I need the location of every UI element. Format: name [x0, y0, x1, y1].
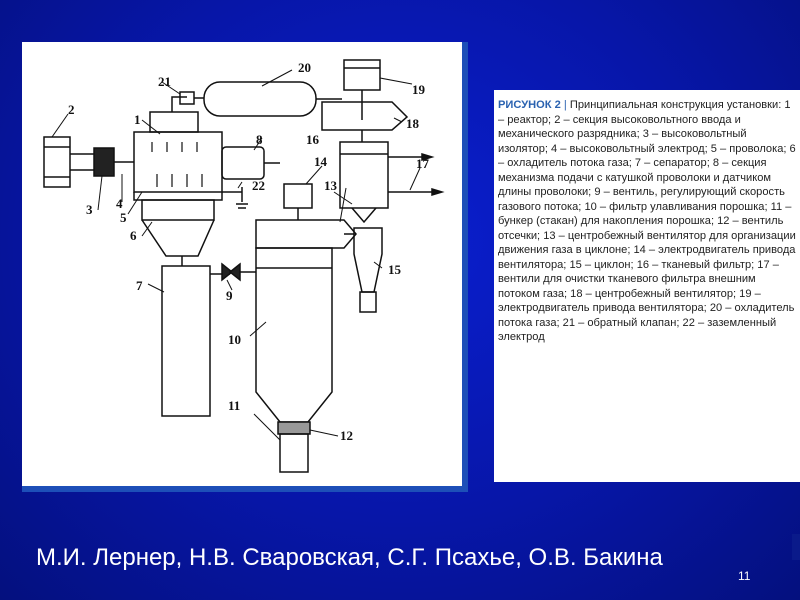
- cyclone: [354, 228, 382, 292]
- hv-input-section: [44, 137, 70, 187]
- label-7: 7: [136, 278, 143, 293]
- fabric-filter: [340, 142, 388, 208]
- label-8: 8: [256, 132, 263, 147]
- label-13: 13: [324, 178, 337, 193]
- cutoff-valve: [278, 422, 310, 434]
- wire-feed-section: [222, 147, 264, 179]
- figure-caption: [494, 90, 800, 482]
- label-5: 5: [120, 210, 127, 225]
- separator: [162, 266, 210, 416]
- panel-bottom-edge: [22, 486, 468, 492]
- fan-18: [322, 102, 407, 130]
- diagram-labels: [68, 60, 430, 443]
- motor-14: [284, 184, 312, 208]
- motor-19: [344, 60, 380, 90]
- label-11: 11: [228, 398, 241, 413]
- panel-right-edge: [462, 42, 468, 492]
- label-10: 10: [228, 332, 241, 347]
- label-22: 22: [252, 178, 265, 193]
- label-12: 12: [340, 428, 353, 443]
- caption-text: Принципиальная конструкция установки: 1 – реактор; 2 – секция высоковольтного ввода и механического разрядника; 3 – высоковольтный изолятор; 4 – высоковольтный электрод; 5 – проволока; 6 – охладитель потока газа; 7 – сепаратор; 8 – секция механизма подачи с катушкой проволоки и датчиком длины проволоки; 9 – вентиль, регулирующий скорость газового потока; 10 – фильтр улавливания порошка; 11 – бункер (стакан) для накопления порошка; 12 – вентиль отсечки; 13 – центробежный вентилятор для организации движения газа в циклоне; 14 – электродвигатель привода вентилятора; 15 – циклон; 16 – тканевый фильтр; 17 – вентили для очистки тканевого фильтра внешним потоком газа; 18 – центробежный вентилятор; 19 – электродвигатель привода вентилятора; 20 – охладитель потока газа; 21 – обратный клапан; 22 – заземленный электрод: [498, 99, 796, 343]
- label-14: 14: [314, 154, 327, 169]
- corner-mark: [792, 534, 800, 560]
- label-3: 3: [86, 202, 93, 217]
- diagram-panel: [22, 42, 468, 492]
- figure-label: РИСУНОК 2: [498, 99, 561, 111]
- bunker: [280, 434, 308, 472]
- apparatus-diagram: [22, 42, 468, 492]
- label-17: 17: [416, 156, 429, 171]
- reactor: [134, 132, 222, 192]
- cooler-6: [142, 200, 214, 220]
- label-9: 9: [226, 288, 233, 303]
- label-6: 6: [130, 228, 137, 243]
- label-4: 4: [116, 196, 123, 211]
- label-2: 2: [68, 102, 75, 117]
- gas-cooler-top: [204, 82, 316, 116]
- slide-number: 11: [738, 569, 751, 583]
- label-20: 20: [298, 60, 311, 75]
- label-21: 21: [158, 74, 171, 89]
- caption-separator: |: [560, 99, 570, 111]
- label-15: 15: [388, 262, 401, 277]
- label-18: 18: [406, 116, 419, 131]
- powder-filter: [256, 248, 332, 422]
- label-1: 1: [134, 112, 141, 127]
- fan-13: [256, 220, 356, 248]
- insulator: [94, 148, 114, 176]
- authors-line: М.И. Лернер, Н.В. Сваровская, С.Г. Псахье, О.В. Бакина: [36, 544, 663, 571]
- label-16: 16: [306, 132, 319, 147]
- label-19: 19: [412, 82, 425, 97]
